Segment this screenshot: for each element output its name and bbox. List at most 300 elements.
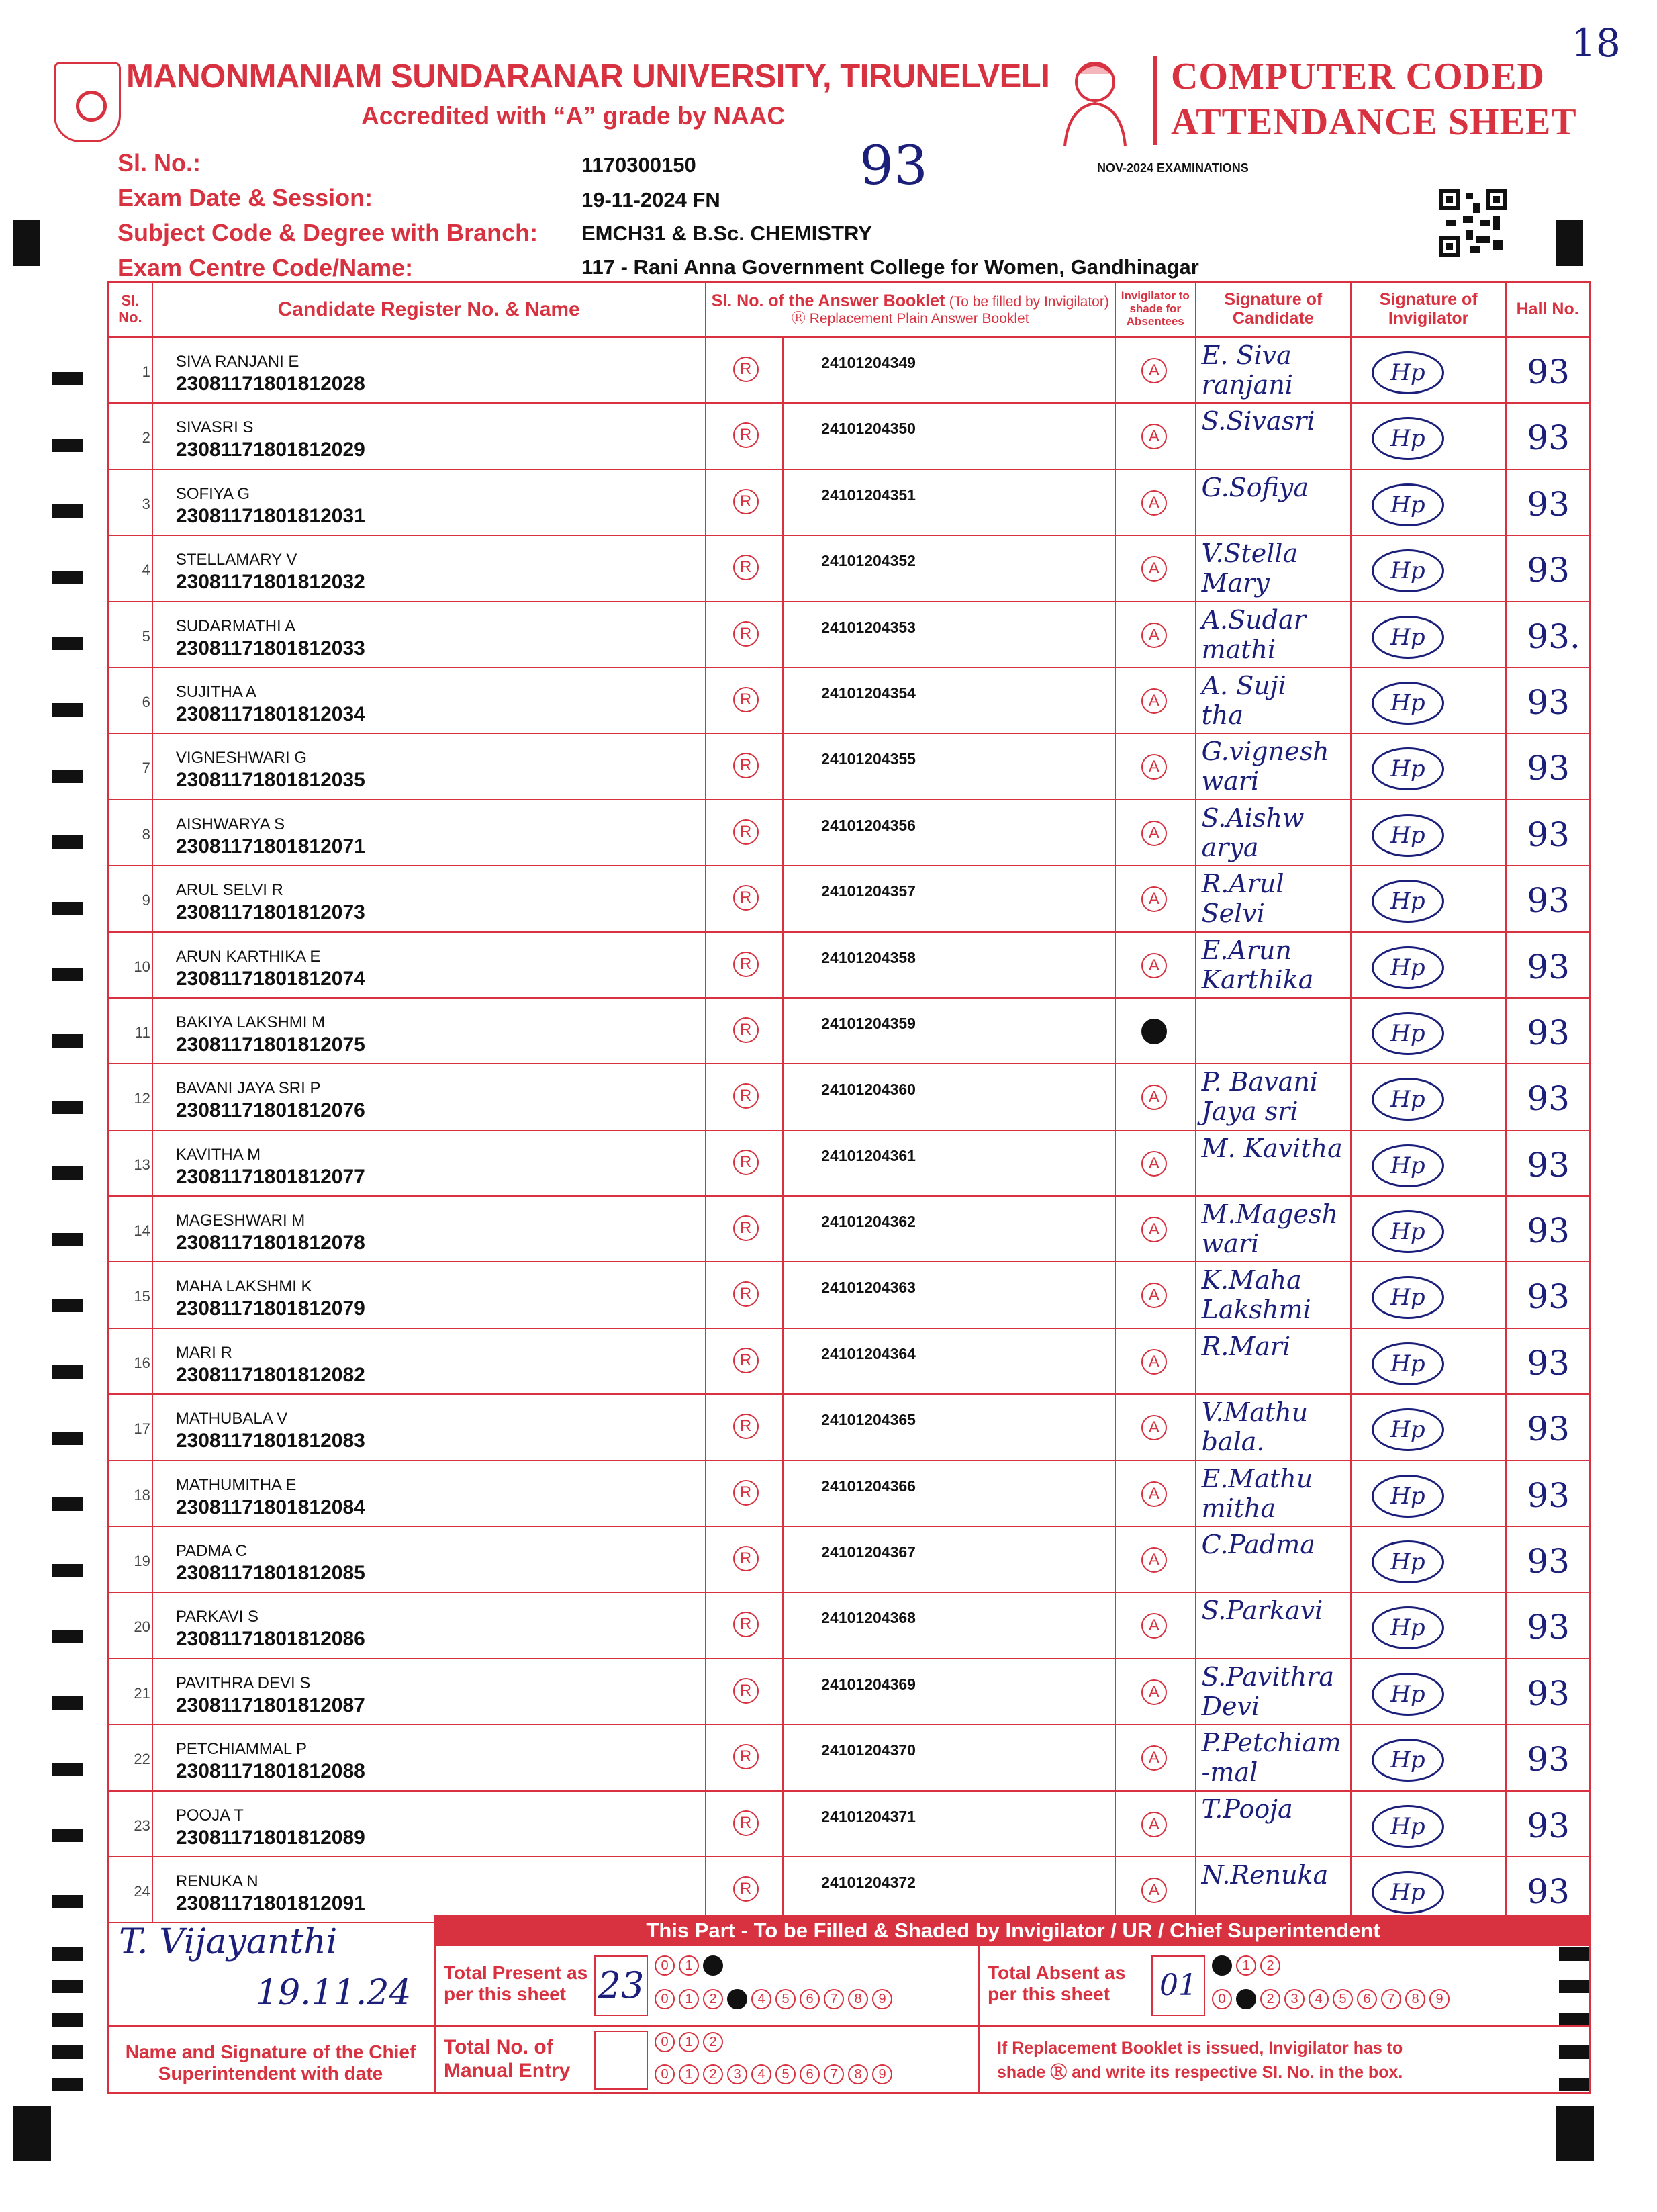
cell-invigilator-signature [1352,734,1507,798]
replacement-bubble[interactable]: R [733,555,759,580]
cell-sl [109,1857,153,1922]
present-units-bubble[interactable]: 7 [824,1989,844,2009]
present-tens-bubble[interactable]: 2 [703,1955,723,1976]
replacement-bubble[interactable]: R [733,1281,759,1307]
sheet-title-line1: COMPUTER CODED [1171,56,1545,97]
invigilator-signature: Hp [1372,351,1444,394]
present-units-bubble[interactable]: 9 [872,1989,892,2009]
absentee-bubble[interactable]: A [1141,1547,1167,1573]
cell-candidate-signature [1196,1262,1352,1327]
timing-mark-left [52,637,83,650]
replacement-bubble[interactable]: R [733,621,759,647]
row-sl-no: 2 [142,429,150,447]
manual-units-bubble[interactable]: 2 [703,2064,723,2084]
present-units-bubble[interactable]: 4 [751,1989,771,2009]
cell-replacement [706,933,784,997]
timing-mark-left [52,1947,83,1961]
cell-sl [109,866,153,931]
header-sl: Sl. No. [109,283,153,336]
timing-mark-left [52,1166,83,1180]
absent-units-bubble[interactable]: 0 [1212,1989,1232,2009]
invigilator-signature: Hp [1372,1673,1444,1716]
absent-units-bubble[interactable]: 7 [1381,1989,1401,2009]
table-row [109,1262,1589,1328]
cell-invigilator-signature [1352,1395,1507,1459]
timing-mark-left [52,1101,83,1114]
header-sig-invigilator: Signature of Invigilator [1352,283,1507,336]
cell-candidate-signature [1196,338,1352,402]
candidate-name: MARI R [175,1343,232,1362]
cell-candidate [153,1131,706,1195]
booklet-number: 24101204363 [821,1279,916,1297]
candidate-name: POOJA T [175,1806,244,1825]
candidate-name: RENUKA N [175,1872,258,1890]
hall-number: 93 [1527,1806,1570,1845]
cell-sl [109,1659,153,1724]
invigilator-section [107,1915,1591,2094]
present-tens-bubble[interactable]: 1 [679,1955,699,1976]
candidate-name: SIVA RANJANI E [175,353,299,371]
cell-replacement [706,1593,784,1657]
candidate-signature: C.Padma [1201,1530,1315,1560]
candidate-name: PADMA C [175,1542,248,1561]
manual-units-bubble[interactable]: 6 [800,2064,820,2084]
row-sl-no: 10 [134,958,150,975]
register-number: 23081171801812079 [175,1297,365,1320]
booklet-number: 24101204362 [821,1213,916,1231]
absentee-bubble[interactable]: A [1141,1151,1167,1177]
cell-hall [1507,1593,1589,1657]
cell-replacement [706,668,784,733]
register-number: 23081171801812073 [175,901,365,924]
table-row [109,1395,1589,1461]
candidate-signature: G.vignesh wari [1201,737,1329,796]
chief-label: Name and Signature of the Chief Superintendent with date [107,2027,436,2094]
timing-mark-left [52,439,83,452]
replacement-bubble[interactable]: R [733,1150,759,1175]
replacement-bubble[interactable]: R [733,885,759,911]
hall-number: 93 [1527,551,1570,590]
invigilator-signature: Hp [1372,1805,1444,1848]
cell-sl [109,1197,153,1261]
absent-units-bubble[interactable]: 9 [1429,1989,1450,2009]
table-row [109,1131,1589,1197]
replacement-bubble[interactable]: R [733,1348,759,1373]
total-present-block [436,1946,980,2027]
cell-invigilator-signature [1352,1725,1507,1790]
field-label-sl-no: Sl. No.: [117,149,201,177]
header-booklet-note: (To be filled by Invigilator) [949,294,1109,310]
manual-units-bubble[interactable]: 9 [872,2064,892,2084]
cell-replacement [706,1064,784,1129]
candidate-signature: R.Arul Selvi [1201,869,1284,929]
cell-candidate [153,602,706,667]
absentee-bubble[interactable]: A [1141,490,1167,516]
candidate-name: AISHWARYA S [175,815,285,833]
invigilator-signature: Hp [1372,1276,1444,1319]
founder-portrait [1051,54,1139,148]
invigilator-signature: Hp [1372,1540,1444,1583]
absentee-bubble[interactable]: A [1141,1349,1167,1375]
cell-candidate-signature [1196,734,1352,798]
cell-booklet [784,404,1116,468]
cell-hall [1507,1197,1589,1261]
timing-mark-left [52,2045,83,2059]
candidate-name: VIGNESHWARI G [175,749,307,768]
candidate-signature: G.Sofiya [1201,472,1309,502]
cell-replacement [706,1329,784,1393]
cell-booklet [784,536,1116,600]
cell-hall [1507,933,1589,997]
absentee-bubble[interactable]: A [1141,688,1167,714]
replacement-bubble[interactable]: R [733,357,759,382]
cell-candidate [153,668,706,733]
replacement-bubble[interactable]: R [733,819,759,845]
candidate-name: PARKAVI S [175,1608,258,1626]
replacement-bubble[interactable]: R [733,1612,759,1637]
absentee-bubble[interactable]: A [1141,358,1167,383]
cell-absentee [1116,1527,1196,1592]
register-number: 23081171801812088 [175,1760,365,1783]
absentee-bubble[interactable]: A [1141,1415,1167,1440]
cell-invigilator-signature [1352,800,1507,865]
absent-units-bubble[interactable]: 2 [1260,1989,1280,2009]
manual-entry-box[interactable] [594,2031,648,2090]
cell-hall [1507,1064,1589,1129]
cell-candidate [153,1593,706,1657]
booklet-number: 24101204353 [821,618,916,636]
absentee-bubble[interactable]: A [1141,754,1167,780]
cell-absentee [1116,1857,1196,1922]
hall-number: 93 [1527,1872,1570,1911]
replacement-bubble[interactable]: R [733,1480,759,1506]
table-row [109,1197,1589,1262]
timing-mark-left [52,902,83,915]
cell-replacement [706,470,784,535]
present-units-bubble[interactable]: 5 [775,1989,796,2009]
register-number: 23081171801812033 [175,637,365,659]
absentee-bubble[interactable]: A [1141,953,1167,978]
cell-hall [1507,1792,1589,1856]
field-label-subject: Subject Code & Degree with Branch: [117,219,538,246]
hall-number: 93 [1527,353,1570,391]
manual-tens-bubble[interactable]: 0 [655,2032,675,2052]
replacement-bubble[interactable]: R [733,489,759,514]
hall-number: 93 [1527,1608,1570,1647]
cell-booklet [784,1262,1116,1327]
cell-absentee [1116,999,1196,1063]
replacement-bubble[interactable]: R [733,753,759,778]
cell-candidate [153,1792,706,1856]
candidate-name: ARUN KARTHIKA E [175,947,321,966]
absentee-bubble[interactable]: A [1141,1878,1167,1903]
cell-replacement [706,866,784,931]
replacement-bubble[interactable]: R [733,952,759,977]
candidate-name: BAKIYA LAKSHMI M [175,1013,326,1031]
absentee-bubble[interactable]: A [1141,1283,1167,1308]
cell-absentee [1116,1792,1196,1856]
cell-replacement [706,800,784,865]
booklet-number: 24101204361 [821,1146,916,1164]
timing-mark-left [52,504,83,518]
replacement-bubble[interactable]: R [733,1876,759,1902]
manual-units-bubble[interactable]: 5 [775,2064,796,2084]
timing-mark-left [52,571,83,584]
cell-hall [1507,1131,1589,1195]
invigilator-signature: Hp [1372,1871,1444,1914]
cell-booklet [784,1857,1116,1922]
table-row [109,1064,1589,1130]
present-units-bubble[interactable]: 2 [703,1989,723,2009]
field-label-centre: Exam Centre Code/Name: [117,254,414,281]
replacement-bubble[interactable]: R [733,687,759,712]
exam-series: NOV-2024 EXAMINATIONS [1097,161,1249,175]
present-units-bubble[interactable]: 3 [727,1989,747,2009]
manual-units-bubble[interactable]: 3 [727,2064,747,2084]
hall-number: 93 [1527,1542,1570,1581]
absentee-bubble[interactable]: A [1141,1679,1167,1705]
hall-number: 93 [1527,1079,1570,1119]
invigilator-signature: Hp [1372,1408,1444,1451]
sheet-title-line2: ATTENDANCE SHEET [1171,101,1577,143]
register-number: 23081171801812031 [175,504,365,527]
cell-absentee [1116,1197,1196,1261]
cell-hall [1507,602,1589,667]
absent-tens-bubble[interactable]: 1 [1236,1955,1256,1976]
cell-invigilator-signature [1352,1527,1507,1592]
manual-units-bubble[interactable]: 1 [679,2064,699,2084]
cell-candidate-signature [1196,668,1352,733]
replacement-bubble[interactable]: R [733,1546,759,1571]
absent-units-bubble[interactable]: 5 [1333,1989,1353,2009]
cell-hall [1507,1527,1589,1592]
hall-number: 93 [1527,418,1570,458]
booklet-number: 24101204369 [821,1675,916,1693]
table-row [109,470,1589,536]
cell-invigilator-signature [1352,1659,1507,1724]
booklet-number: 24101204358 [821,948,916,966]
cell-candidate-signature [1196,1792,1352,1856]
replacement-bubble[interactable]: R [733,1744,759,1769]
cell-candidate [153,1329,706,1393]
cell-sl [109,536,153,600]
cell-invigilator-signature [1352,1064,1507,1129]
cell-absentee [1116,800,1196,865]
manual-tens-bubble[interactable]: 2 [703,2032,723,2052]
table-row [109,338,1589,404]
invigilator-signature: Hp [1372,417,1444,460]
alignment-mark [1556,2106,1594,2161]
timing-mark-left [52,2013,83,2027]
absentee-bubble[interactable]: A [1141,623,1167,648]
cell-candidate-signature [1196,1395,1352,1459]
invigilator-signature: Hp [1372,747,1444,790]
timing-mark-left [52,1895,83,1908]
timing-mark-left [52,1432,83,1445]
replacement-bubble[interactable]: R [733,1083,759,1109]
hall-number: 93 [1527,1145,1570,1185]
replacement-bubble[interactable]: R [733,1678,759,1704]
row-sl-no: 11 [134,1023,150,1041]
row-sl-no: 8 [142,825,150,843]
candidate-signature: V.Mathu bala. [1201,1397,1309,1457]
absent-units-bubble[interactable]: 4 [1309,1989,1329,2009]
row-sl-no: 12 [134,1090,150,1107]
cell-invigilator-signature [1352,602,1507,667]
present-units-bubble[interactable]: 0 [655,1989,675,2009]
hall-number: 93. [1527,616,1580,656]
cell-absentee [1116,1659,1196,1724]
row-sl-no: 5 [142,627,150,645]
cell-booklet [784,734,1116,798]
cell-absentee [1116,338,1196,402]
hall-number: 93 [1527,1211,1570,1251]
replacement-bubble[interactable]: R [733,1810,759,1836]
header-booklet-title: Sl. No. of the Answer Booklet [711,291,945,311]
cell-candidate [153,1461,706,1526]
row-sl-no: 13 [134,1156,150,1173]
cell-invigilator-signature [1352,1461,1507,1526]
absentee-bubble[interactable]: A [1141,1812,1167,1837]
hall-number: 93 [1527,1410,1570,1449]
table-row [109,1725,1589,1791]
cell-booklet [784,1395,1116,1459]
register-number: 23081171801812082 [175,1363,365,1386]
cell-candidate [153,404,706,468]
cell-absentee [1116,866,1196,931]
table-row [109,933,1589,999]
absent-tens-bubble[interactable]: 2 [1260,1955,1280,1976]
cell-invigilator-signature [1352,1329,1507,1393]
cell-absentee [1116,404,1196,468]
cell-hall [1507,470,1589,535]
candidate-name: MATHUBALA V [175,1410,288,1428]
booklet-number: 24101204365 [821,1411,916,1429]
absentee-bubble[interactable]: A [1141,1085,1167,1110]
present-units-bubble[interactable]: 6 [800,1989,820,2009]
manual-units-bubble[interactable]: 4 [751,2064,771,2084]
booklet-number: 24101204367 [821,1543,916,1561]
candidate-name: SIVASRI S [175,418,254,437]
absentee-bubble[interactable]: A [1141,1217,1167,1242]
cell-replacement [706,734,784,798]
candidate-name: KAVITHA M [175,1145,261,1164]
cell-invigilator-signature [1352,1593,1507,1657]
cell-replacement [706,1857,784,1922]
accreditation: Accredited with “A” grade by NAAC [361,102,786,130]
header-candidate: Candidate Register No. & Name [153,283,706,336]
absentee-bubble[interactable]: A [1141,1745,1167,1771]
absentee-bubble[interactable]: A [1141,556,1167,582]
cell-candidate [153,1064,706,1129]
timing-mark-left [52,1630,83,1643]
replacement-bubble[interactable]: R [733,1215,759,1241]
candidate-name: BAVANI JAYA SRI P [175,1079,321,1098]
invigilator-signature: Hp [1372,1606,1444,1649]
hall-number: 93 [1527,749,1570,788]
cell-candidate-signature [1196,1064,1352,1129]
total-present-tens [655,1955,727,1976]
cell-hall [1507,338,1589,402]
cell-candidate [153,536,706,600]
cell-candidate-signature [1196,1857,1352,1922]
absent-tens-bubble[interactable]: 0 [1212,1955,1232,1976]
candidate-signature: S.Pavithra Devi [1201,1661,1335,1721]
absentee-bubble[interactable]: A [1141,1481,1167,1507]
cell-booklet [784,1064,1116,1129]
total-absent-block [980,1946,1591,2027]
row-sl-no: 20 [134,1618,150,1636]
cell-booklet [784,1329,1116,1393]
replacement-bubble[interactable]: R [733,422,759,448]
cell-hall [1507,1659,1589,1724]
cell-sl [109,933,153,997]
cell-hall [1507,668,1589,733]
cell-absentee [1116,1131,1196,1195]
absent-units-bubble[interactable]: 3 [1284,1989,1305,2009]
manual-units-bubble[interactable]: 7 [824,2064,844,2084]
timing-mark-left [52,2078,83,2091]
register-number: 23081171801812084 [175,1495,365,1518]
manual-units-bubble[interactable]: 8 [848,2064,868,2084]
alignment-mark [1556,220,1583,266]
replacement-bubble[interactable]: R [733,1414,759,1439]
manual-tens-bubble[interactable]: 1 [679,2032,699,2052]
present-units-bubble[interactable]: 8 [848,1989,868,2009]
absent-units-bubble[interactable]: 6 [1357,1989,1377,2009]
hall-number: 93 [1527,815,1570,854]
row-sl-no: 7 [142,759,150,777]
manual-units-bubble[interactable]: 0 [655,2064,675,2084]
row-sl-no: 6 [142,693,150,710]
row-sl-no: 18 [134,1486,150,1504]
timing-mark-left [52,1365,83,1379]
register-number: 23081171801812029 [175,439,365,461]
replacement-bubble[interactable]: R [733,1017,759,1043]
total-absent-value[interactable]: 01 [1151,1955,1205,2016]
invigilator-signature: Hp [1372,1144,1444,1187]
invigilator-signature: Hp [1372,483,1444,526]
absentee-bubble[interactable]: A [1141,1019,1167,1044]
cell-invigilator-signature [1352,1131,1507,1195]
absentee-bubble[interactable]: A [1141,1613,1167,1639]
booklet-number: 24101204355 [821,750,916,768]
cell-candidate-signature [1196,536,1352,600]
present-units-bubble[interactable]: 1 [679,1989,699,2009]
absentee-bubble[interactable]: A [1141,821,1167,846]
invigilator-signature: Hp [1372,1342,1444,1385]
absent-units-bubble[interactable]: 1 [1236,1989,1256,2009]
hall-number: 93 [1527,1740,1570,1780]
cell-sl [109,1792,153,1856]
total-present-value[interactable]: 23 [594,1955,648,2016]
register-number: 23081171801812085 [175,1562,365,1585]
absentee-bubble[interactable]: A [1141,424,1167,449]
cell-sl [109,1593,153,1657]
hall-number: 93 [1527,947,1570,986]
cell-replacement [706,536,784,600]
absent-units-bubble[interactable]: 8 [1405,1989,1425,2009]
candidate-signature: S.Sivasri [1201,406,1315,436]
table-row [109,536,1589,602]
cell-replacement [706,1262,784,1327]
table-row [109,999,1589,1064]
booklet-number: 24101204352 [821,552,916,570]
present-tens-bubble[interactable]: 0 [655,1955,675,1976]
absentee-bubble[interactable]: A [1141,886,1167,912]
field-label-exam-date: Exam Date & Session: [117,184,373,212]
cell-candidate-signature [1196,470,1352,535]
